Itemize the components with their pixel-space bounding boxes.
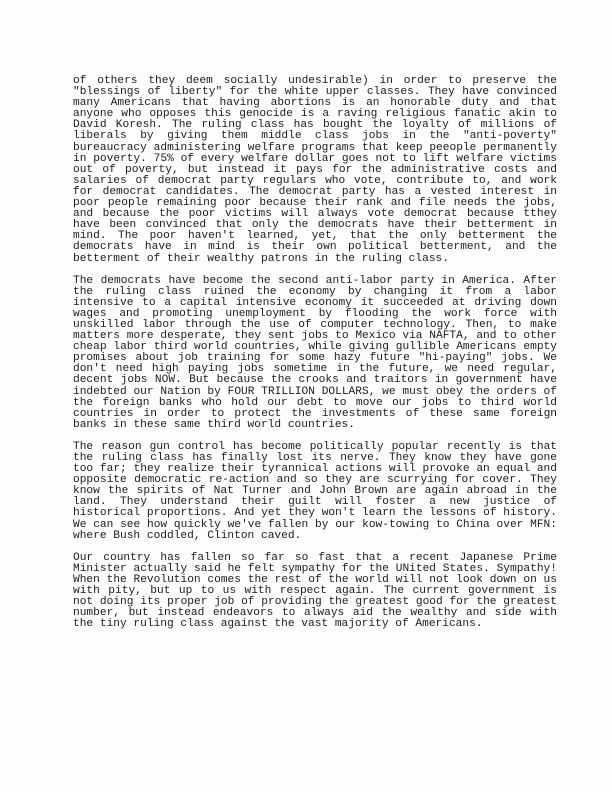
paragraph-ruling-class-welfare: of others they deem socially undesirable) in order to preserve the "blessings of liberty" for the white upper classes. They have convinced many Americans that having abortions is an honorable duty and that anyone who opposes this genocide is a raving religious fanatic akin to David Koresh. The ruling class has bought the loyalty of millions of liberals by giving them middle class jobs in the "anti-poverty" bureaucracy administering welfare programs that keep peeople permanently in poverty. 75% of every welfare dollar goes not to lift welfare victims out of poverty, but instead it pays for the administrative costs and salaries of democrat party regulars who vote, contribute to, and work for democrat candidates. The democrat party has a vested interest in poor people remaining poor because their rank and file needs the jobs, and because the poor victims will always vote democrat because tthey have been convinced that only the democrats have their betterment in mind. The poor haven't learned, yet, that the only betterment the democrats have in mind is their own political betterment, and the betterment of their wealthy patrons in the ruling class. [73,75,557,265]
paragraph-gun-control: The reason gun control has become politically popular recently is that the ruling class has finally lost its nerve. They know they have gone too far; they realize their tyrannical actions will provoke an equal and opposite democratic re-action and so they are scurrying for cover. They know the spirits of Nat Turner and John Brown are again abroad in the land. They understand their guilt will foster a new justice of historical proportions. And yet they won't learn the lessons of history. We can see how quickly we've fallen by our kow-towing to China over MFN: where Bush coddled, Clinton caved. [73,440,557,542]
paragraph-anti-labor-party: The democrats have become the second anti-labor party in America. After the ruling class ruined the economy by changing it from a labor intensive to a capital intensive economy it succeeded at driving down wages and promoting unemployment by flooding the work force with unskilled labor through the use of computer technology. Then, to make matters more desperate, they sent jobs to Mexico via NAFTA, and to other cheap labor third world countries, while giving gullible Americans empty promises about job training for some hazy future "hi-paying" jobs. We don't need high paying jobs sometime in the future, we need regular, decent jobs NOW. But because the crooks and traitors in government have indebted our Nation by FOUR TRILLION DOLLARS, we must obey the orders of the foreign banks who hold our debt to move our jobs to third world countries in order to protect the investments of these same foreign banks in these same third world countries. [73,274,557,431]
paragraph-japanese-prime-minister: Our country has fallen so far so fast that a recent Japanese Prime Minister actually said he felt sympathy for the UNited States. Sympathy! When the Revolution comes the rest of the world will not look down on us with pity, but up to us with respect again. The current government is not doing its proper job of providing the greatest good for the greatest number, but instead endeavors to always aid the wealthy and side with the tiny ruling class against the vast majority of Americans. [73,551,557,631]
typed-text-body [73,76,557,630]
